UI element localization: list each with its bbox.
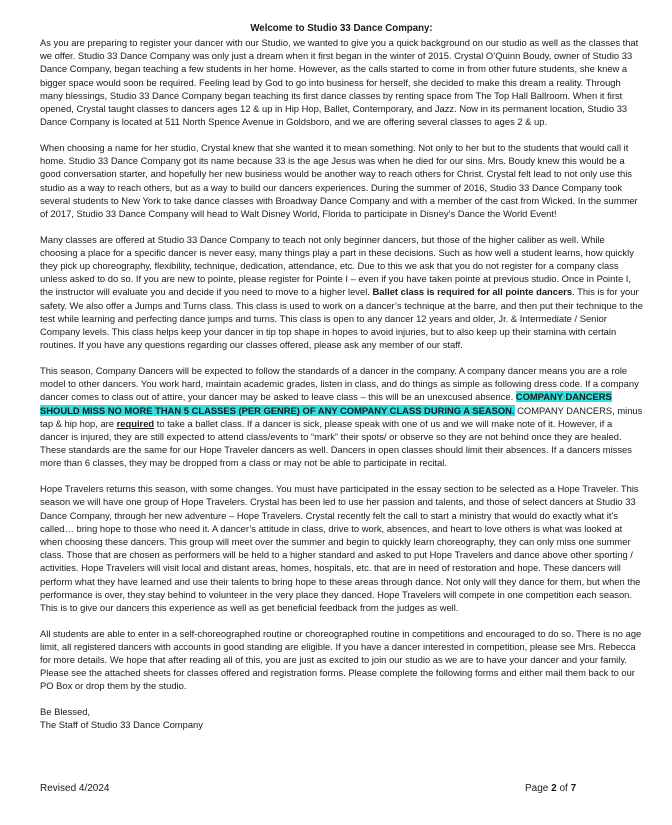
page-footer — [40, 781, 643, 797]
paragraph-company-standards — [40, 364, 643, 470]
standards-text-1: This season, Company Dancers will be expected to follow the standards of a dancer in the company. A company dancer means you are a role model to other dancers. You work hard, maintain academic grades, listen in class, and do things as simple as following dress code. If a company dancer comes to class out of attire, your dancer may be asked to leave class – this will be an unexcused absence. — [40, 364, 639, 403]
signature: The Staff of Studio 33 Dance Company — [40, 719, 203, 731]
standards-text-3: to take a ballet class. If a dancer is sick, please speak with one of us and we will make note of it. However, if a dancer is injured, they are still expected to attend class/events to “mark” their spots/ or observe so they are not behind once they are healed. These standards are the same for our Hope Traveler dancers as well. Dancers in open classes should limit their absences. If a dancers misses more than 6 classes, they may be dropped from a class or may not be able to participate in recital. — [40, 417, 632, 469]
classes-text-2: . This is for your safety. We also offer a Jumps and Turns class. This class is used to work on a dancer’s technique at the barre, and then put their technique to the test while learning and perfecting dance jumps and turns. This class is open to any dancer 12 years and older, Jr. & Intermediate / Senior Company levels. This class helps keep your dancer in tip top shape in hopes to avoid injuries, but to also keep up their stamina with certain routines. If you have any questions regarding our classes offered, please ask any member of our staff. — [40, 286, 643, 351]
page-prefix: Page — [525, 783, 552, 794]
classes-text-1: Many classes are offered at Studio 33 Dance Company to teach not only beginner dancers, but those of the higher caliber as well. While choosing a place for a specific dancer is never easy, many things play a part in these decisions. Such as how well a student learns, how quickly they pick up choreography, flexibility, technique, dedication, attendance, etc. Due to this we ask that you do not register for a company class unless asked to do so. If you are new to pointe, please register for Pointe I – even if you have taken pointe at previous studio. Once in Pointe I, the instructor will evaluate you and decide if you need to move to a higher level. — [40, 233, 634, 298]
page-current: 2 — [551, 783, 557, 794]
absence-limit-highlight: COMPANY DANCERS SHOULD MISS NO MORE THAN 5 CLASSES (PER GENRE) OF ANY COMPANY CLASS DURING A SEASON. — [40, 391, 612, 416]
closing-block — [40, 705, 643, 731]
page-total: 7 — [570, 783, 577, 794]
closing-salutation: Be Blessed, — [40, 706, 91, 718]
required-emphasis: required — [116, 417, 155, 429]
paragraph-classes — [40, 233, 643, 352]
page-number — [525, 781, 576, 797]
paragraph-competition: All students are able to enter in a self-choreographed routine or choreographed routine in competitions and encouraged to do so. There is no age limit, all registered dancers with accounts in good standing are eligible. If you have a dancer interested in competition, please see Mrs. Rebecca for more details. We hope that after reading all of this, you are just as excited to join our studio as we are to have your dancer and your family. Please see the attached sheets for classes offered and registration forms. Please complete the following forms and either mail them back to our PO Box or drop them by the studio. — [40, 627, 642, 692]
page-of: of — [556, 783, 571, 794]
ballet-required-note: Ballet class is required for all pointe dancers — [372, 286, 573, 298]
standards-text-2: COMPANY DANCERS, minus tap & hip hop, are — [40, 404, 643, 429]
document-title: Welcome to Studio 33 Dance Company: — [250, 23, 433, 34]
document-page — [40, 22, 643, 732]
paragraph-name-origin: When choosing a name for her studio, Crystal knew that she wanted it to mean something. Not only to her but to the students that would call it home. Studio 33 Dance Company got its name because 33 is the age Jesus was when he died for our sins. Mrs. Boudy knew this would be a good conversation starter, and hopefully her new business would be another way to reach others for Christ. Crystal felt lead to not only use this studio as a way to reach others, but as a way to build our dancers experiences. During the summer of 2016, Studio 33 Dance Company took several students to New York to take dance classes with Broadway Dance Company and with a member of the cast from Wicked. In the summer of 2017, Studio 33 Dance Company will head to Walt Disney World, Florida to participate in Disney’s Dance the World Event! — [40, 141, 638, 219]
paragraph-hope-travelers: Hope Travelers returns this season, with some changes. You must have participated in the essay section to be selected as a Hope Traveler. This season we will have one group of Hope Travelers. Crystal has been led to use her passion and talents, and those of select dancers at Studio 33 Dance Company, through her new adventure – Hope Travelers. Crystal recently felt the call to start a ministry that would do exactly what it’s called… bring hope to those who need it. A dancer’s attitude in class, drive to work, absences, and heart to love others is what was looked at when choosing these dancers. This group will meet over the summer and begin to quickly learn choreography, they can only miss one summer class. Those that are chosen as performers will be held to a higher standard and asked to put Hope Travelers and dance above other sporting / activities. Hope Travelers will visit local and distant areas, homes, hospitals, etc. that are in need of restoration and hope. These dancers will perform what they have learned and use their talents to bring hope to these areas through dance. Not only will they dance for them, but when the performance is over, they stay behind to volunteer in the very place they danced. Hope Travelers will compete in one competition each season. This is to give our dancers this experience as well as get beneficial feedback from the judges as well. — [40, 483, 641, 613]
revised-date: Revised 4/2024 — [40, 783, 110, 794]
paragraph-history: As you are preparing to register your dancer with our Studio, we wanted to give you a quick background on our studio as well as the classes that we offer. Studio 33 Dance Company was only just a dream when it first began in the winter of 2015. Crystal O’Quinn Boudy, owner of Studio 33 Dance Company, began teaching a few students in her home. However, as the calls started to come in from other future students, she knew a bigger space would soon be required. Feeling lead by God to go into business for herself, she decided to make this dream a reality. Through many blessings, Studio 33 Dance Company began teaching its first dance classes by renting space from The Top Hall Ballroom. When it first opened, Crystal taught classes to dancers ages 12 & up in Hip Hop, Ballet, Contemporary, and Jazz. Now in its permanent location, Studio 33 Dance Company is located at 511 North Spence Avenue in Goldsboro, and we are offering several classes to ages 2 & up. — [40, 37, 639, 128]
